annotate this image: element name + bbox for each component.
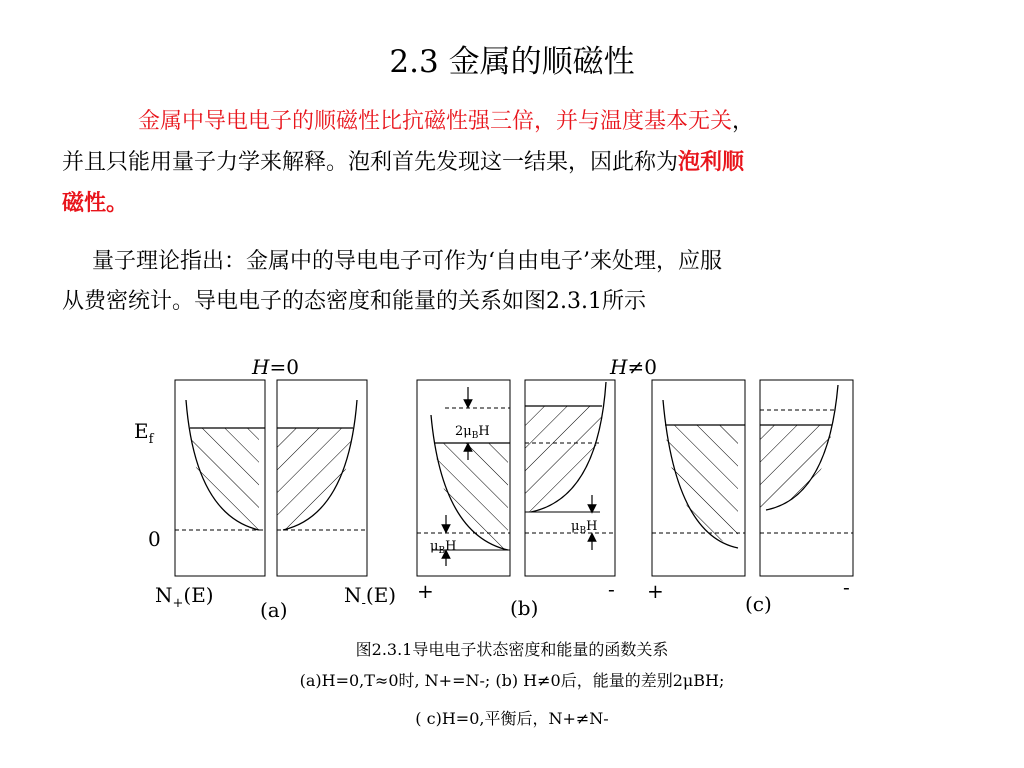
n-plus-label: $N_+(E)$ (155, 583, 214, 611)
paragraph-line-1: 量子理论指出：金属中的导电电子可作为‘自由电子’来处理，应服 (92, 249, 722, 274)
fermi-energy-label: $E_f$ (134, 419, 154, 447)
panel-b-left-filled-states (435, 443, 508, 550)
panel-c-group (652, 380, 853, 576)
panel-b-label: (b) (510, 596, 539, 620)
page-title: 2.3 金属的顺磁性 (389, 44, 635, 80)
h-zero-label: H=0 (252, 355, 299, 379)
panel-c-right-filled-states (760, 425, 832, 510)
panel-b-plus-sign: + (417, 579, 434, 603)
red-highlight-text: 金属中导电电子的顺磁性比抗磁性强三倍，并与温度基本无关 (138, 109, 733, 134)
panel-a-label: (a) (260, 598, 288, 622)
panel-c-plus-sign: + (647, 579, 664, 603)
panel-c-minus-sign: - (843, 575, 850, 599)
panel-c-label: (c) (745, 592, 772, 616)
comma: ， (732, 109, 755, 134)
figure-caption-line-2: (a)H=0,T≈0时, N+=N-; (b) H≠0后，能量的差别2μBH; (299, 671, 725, 690)
paragraph-text: 并且只能用量子力学来解释。泡利首先发现这一结果，因此称为 (62, 150, 679, 175)
bold-red-term: 泡利顺 (678, 149, 745, 175)
two-mu-b-h-label: $2\mu_BH$ (455, 424, 490, 441)
h-nonzero-label: H≠0 (610, 355, 657, 379)
panel-a-group (175, 380, 367, 576)
mu-b-h-right-label: $\mu_BH$ (571, 519, 598, 536)
figure-caption-line-3: ( c)H=0,平衡后，N+≠N- (415, 709, 609, 728)
paragraph-line-2: 从费密统计。导电电子的态密度和能量的关系如图2.3.1所示 (62, 289, 646, 314)
panel-a-left-filled-states (190, 428, 259, 530)
panel-b-minus-sign: - (608, 577, 615, 601)
panel-b-group (417, 380, 615, 576)
mu-b-h-left-label: $\mu_BH$ (430, 539, 457, 556)
n-minus-label: $N_-(E)$ (344, 583, 397, 611)
bold-red-term-end: 磁性。 (62, 190, 129, 216)
zero-energy-label: 0 (148, 527, 161, 551)
panel-a-right-filled-states (277, 428, 353, 530)
figure-caption-line-1: 图2.3.1导电电子状态密度和能量的函数关系 (355, 640, 669, 659)
panel-c-left-filled-states (665, 425, 738, 548)
